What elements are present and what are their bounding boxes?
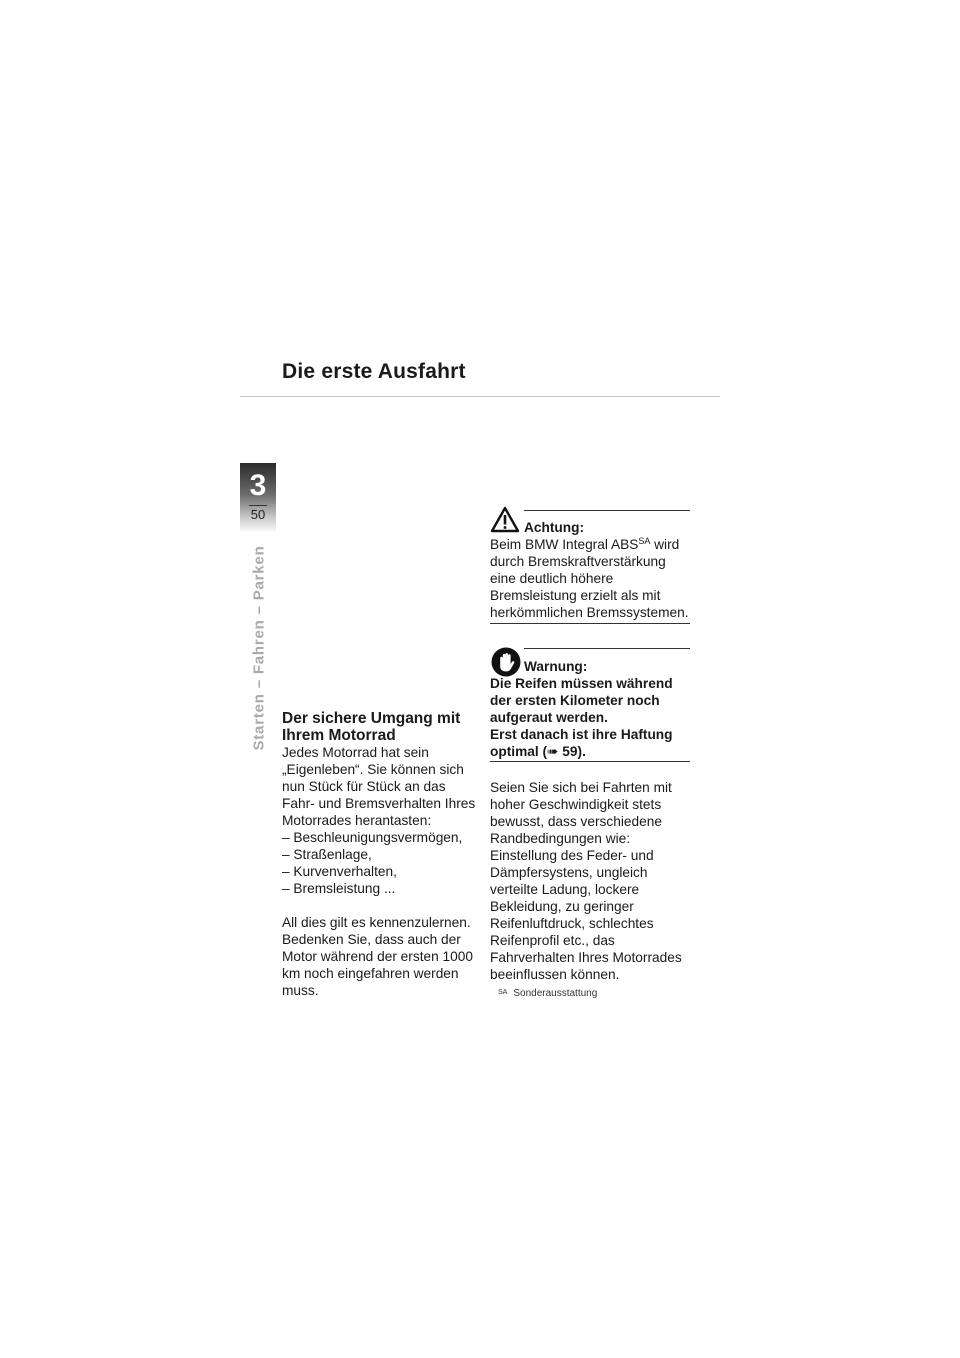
warning-triangle-icon	[490, 506, 520, 533]
feature-list	[282, 829, 482, 897]
footnote-text: Sonderausstattung	[513, 988, 598, 999]
list-item: – Bremsleistung ...	[282, 881, 396, 896]
title-divider	[240, 396, 720, 397]
footnote	[498, 988, 597, 999]
left-column	[282, 710, 482, 999]
warning-label: Warnung:	[524, 659, 588, 674]
caution-notice	[490, 500, 690, 624]
chapter-side-label: Starten – Fahren – Parken	[250, 545, 268, 751]
chapter-number: 3	[249, 469, 267, 502]
chapter-tab	[240, 463, 276, 533]
caution-label: Achtung:	[524, 520, 585, 535]
section-heading: Der sichere Umgang mit Ihrem Motorrad	[282, 710, 461, 744]
option-marker: SA	[638, 536, 651, 546]
warning-reference: Erst danach ist ihre Haftung optimal (➠ 59).	[490, 727, 673, 759]
body-paragraph: Seien Sie sich bei Fahrten mit hoher Geschwindigkeit stets bewusst, dass verschiedene Randbedingungen wie: Einstellung des Feder- und Dämpfersystens, ungleich verteilte Ladung, lockere Bekleidung, zu geringer Reifenluftdruck, schlechtes Reifenprofil etc., das Fahrverhalten Ihres Motorrades beeinflussen können.	[490, 780, 682, 982]
footnote-marker: SA	[498, 989, 508, 996]
page-number: 50	[250, 507, 266, 522]
list-item: – Kurvenverhalten,	[282, 864, 397, 879]
intro-paragraph: Jedes Motorrad hat sein „Eigenleben“. Sie können sich nun Stück für Stück an das Fahr- und Bremsverhalten Ihres Motorrades herantasten:	[282, 745, 476, 828]
list-item: – Straßenlage,	[282, 847, 372, 862]
page-title: Die erste Ausfahrt	[282, 360, 466, 383]
chapter-divider	[249, 505, 267, 506]
warning-notice	[490, 648, 690, 762]
list-item: – Beschleunigungsvermögen,	[282, 830, 463, 845]
right-column	[490, 500, 690, 983]
closing-paragraph: All dies gilt es kennenzulernen. Bedenken Sie, dass auch der Motor während der ersten 1000 km noch eingefahren werden muss.	[282, 915, 473, 998]
caution-text: Beim BMW Integral $ABS^{SA}$ wird durch Bremskraftverstärkung eine deutlich höhere Bremsleistung erzielt als mit herkömmlichen Bremssystemen.	[490, 536, 689, 620]
stop-hand-icon	[490, 646, 522, 678]
warning-text: Die Reifen müssen während der ersten Kilometer noch aufgeraut werden.	[490, 676, 673, 725]
